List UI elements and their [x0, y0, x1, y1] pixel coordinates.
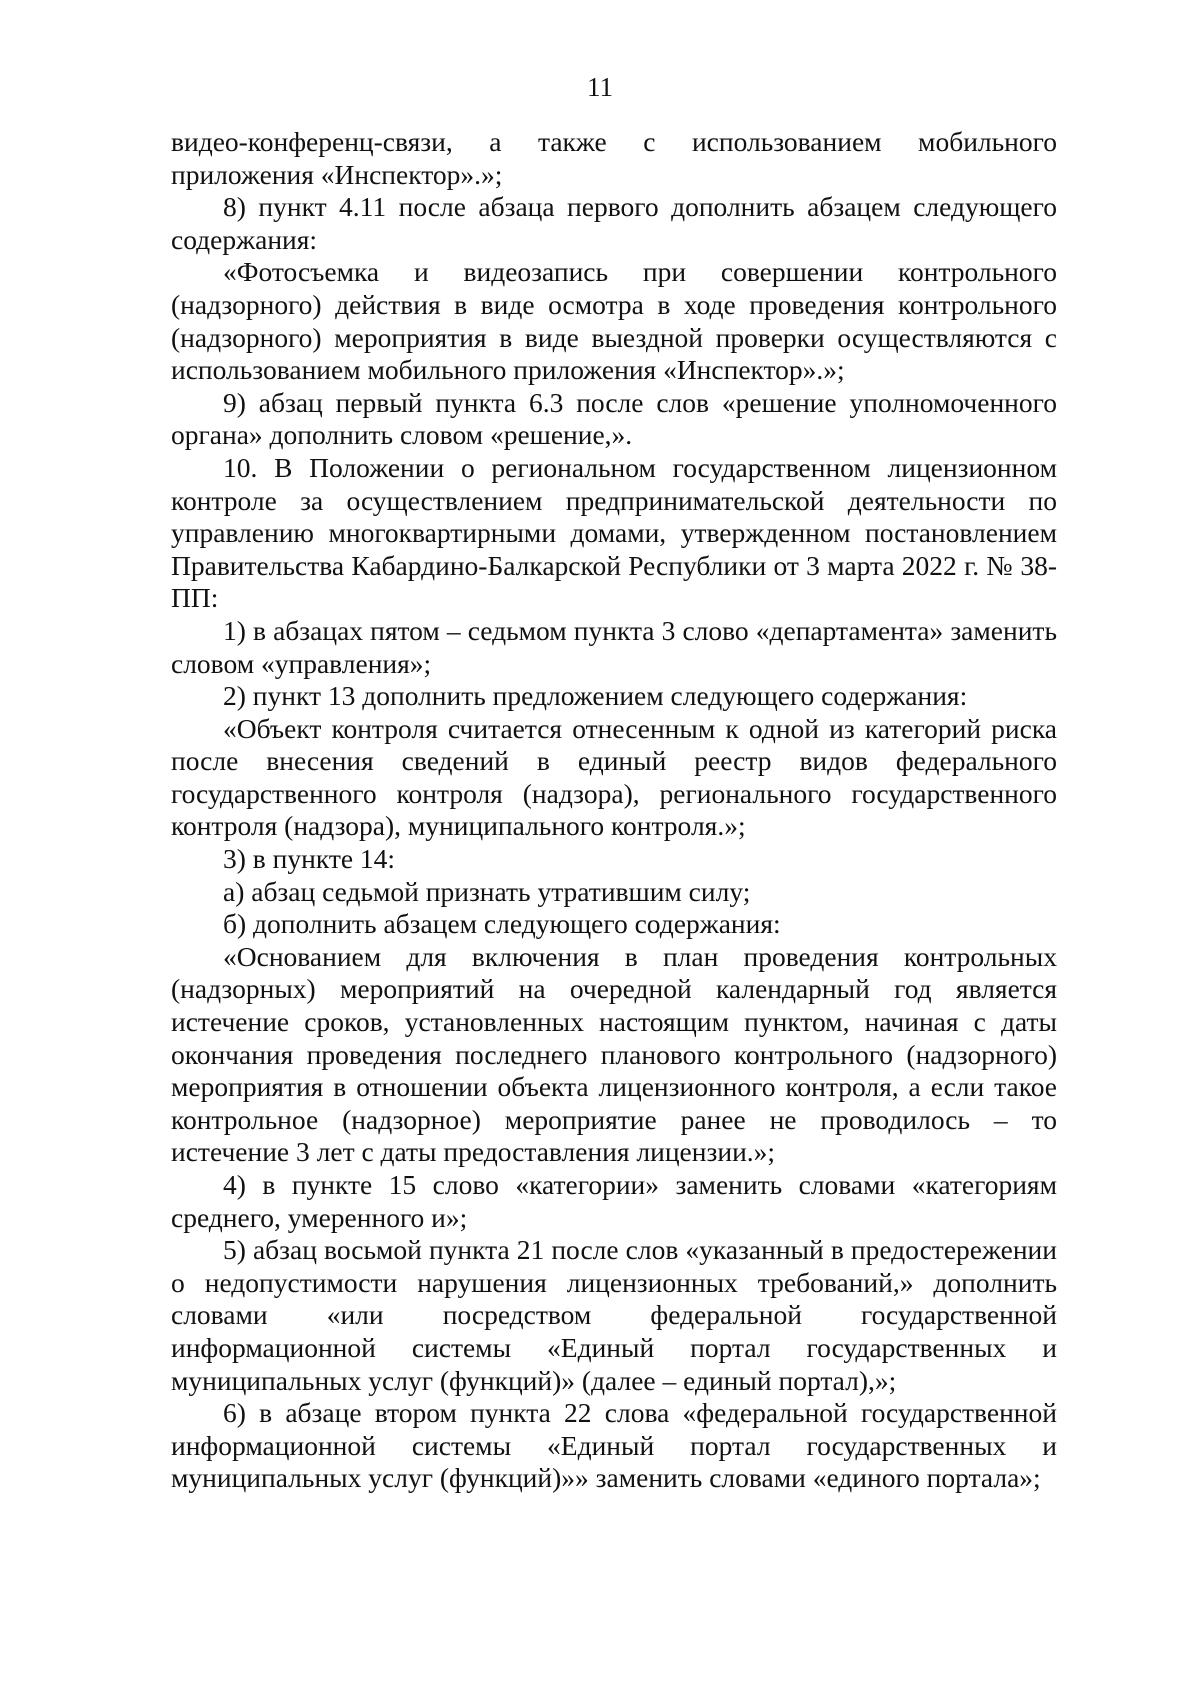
paragraph-item-6: 6) в абзаце втором пункта 22 слова «федеральной государственной информационной системы «Единый портал государственных и муниципальных услуг (функций)»» заменить словами «единого портала»; — [171, 1397, 1057, 1494]
paragraph-item-9: 9) абзац первый пункта 6.3 после слов «решение уполномоченного органа» дополнить словом «решение,». — [171, 386, 1057, 451]
paragraph-item-3: 3) в пункте 14: — [223, 843, 396, 875]
paragraph-continuation: видео-конференц-связи, а также с использованием мобильного приложения «Инспектор».»; — [171, 126, 1057, 190]
paragraph-item-2: 2) пункт 13 дополнить предложением следующего содержания: — [223, 680, 968, 712]
paragraph-item-1: 1) в абзацах пятом – седьмом пункта 3 слово «департамента» заменить словом «управления»; — [171, 614, 1057, 679]
paragraph-subitem-b: б) дополнить абзацем следующего содержания: — [223, 908, 781, 940]
paragraph-quote-basis: «Основанием для включения в план проведения контрольных (надзорных) мероприятий на очередной календарный год является истечение сроков, установленных настоящим пунктом, начиная с даты окончания проведения последнего планового контрольного (надзорного) мероприятия в отношении объекта лицензионного контроля, а если такое контрольное (надзорное) мероприятие ранее не проводилось – то истечение 3 лет с даты предоставления лицензии.»; — [171, 940, 1057, 1168]
paragraph-item-8: 8) пункт 4.11 после абзаца первого дополнить абзацем следующего содержания: — [171, 191, 1057, 255]
paragraph-item-5: 5) абзац восьмой пункта 21 после слов «указанный в предостережении о недопустимости нарушения лицензионных требований,» дополнить словами «или посредством федеральной государственной информационной системы «Единый портал государственных и муниципальных услуг (функций)» (далее – единый портал),»; — [171, 1234, 1057, 1396]
paragraph-quote-risk: «Объект контроля считается отнесенным к одной из категорий риска после внесения сведений в единый реестр видов федерального государственного контроля (надзора), регионального государственного контроля (надзора), муниципального контроля.»; — [171, 712, 1057, 842]
page-number: 11 — [587, 72, 613, 102]
document-body — [171, 126, 1057, 1495]
paragraph-subitem-a: а) абзац седьмой признать утратившим силу; — [223, 875, 751, 907]
paragraph-section-10: 10. В Положении о региональном государственном лицензионном контроле за осуществлением предпринимательской деятельности по управлению многоквартирными домами, утвержденном постановлением Правительства Кабардино-Балкарской Республики от 3 марта 2022 г. № 38-ПП: — [171, 451, 1057, 614]
paragraph-item-4: 4) в пункте 15 слово «категории» заменить словами «категориям среднего, умеренного и»; — [171, 1169, 1057, 1233]
paragraph-quote-photo: «Фотосъемка и видеозапись при совершении контрольного (надзорного) действия в виде осмотра в ходе проведения контрольного (надзорного) мероприятия в виде выездной проверки осуществляются с использованием мобильного приложения «Инспектор».»; — [171, 256, 1057, 386]
